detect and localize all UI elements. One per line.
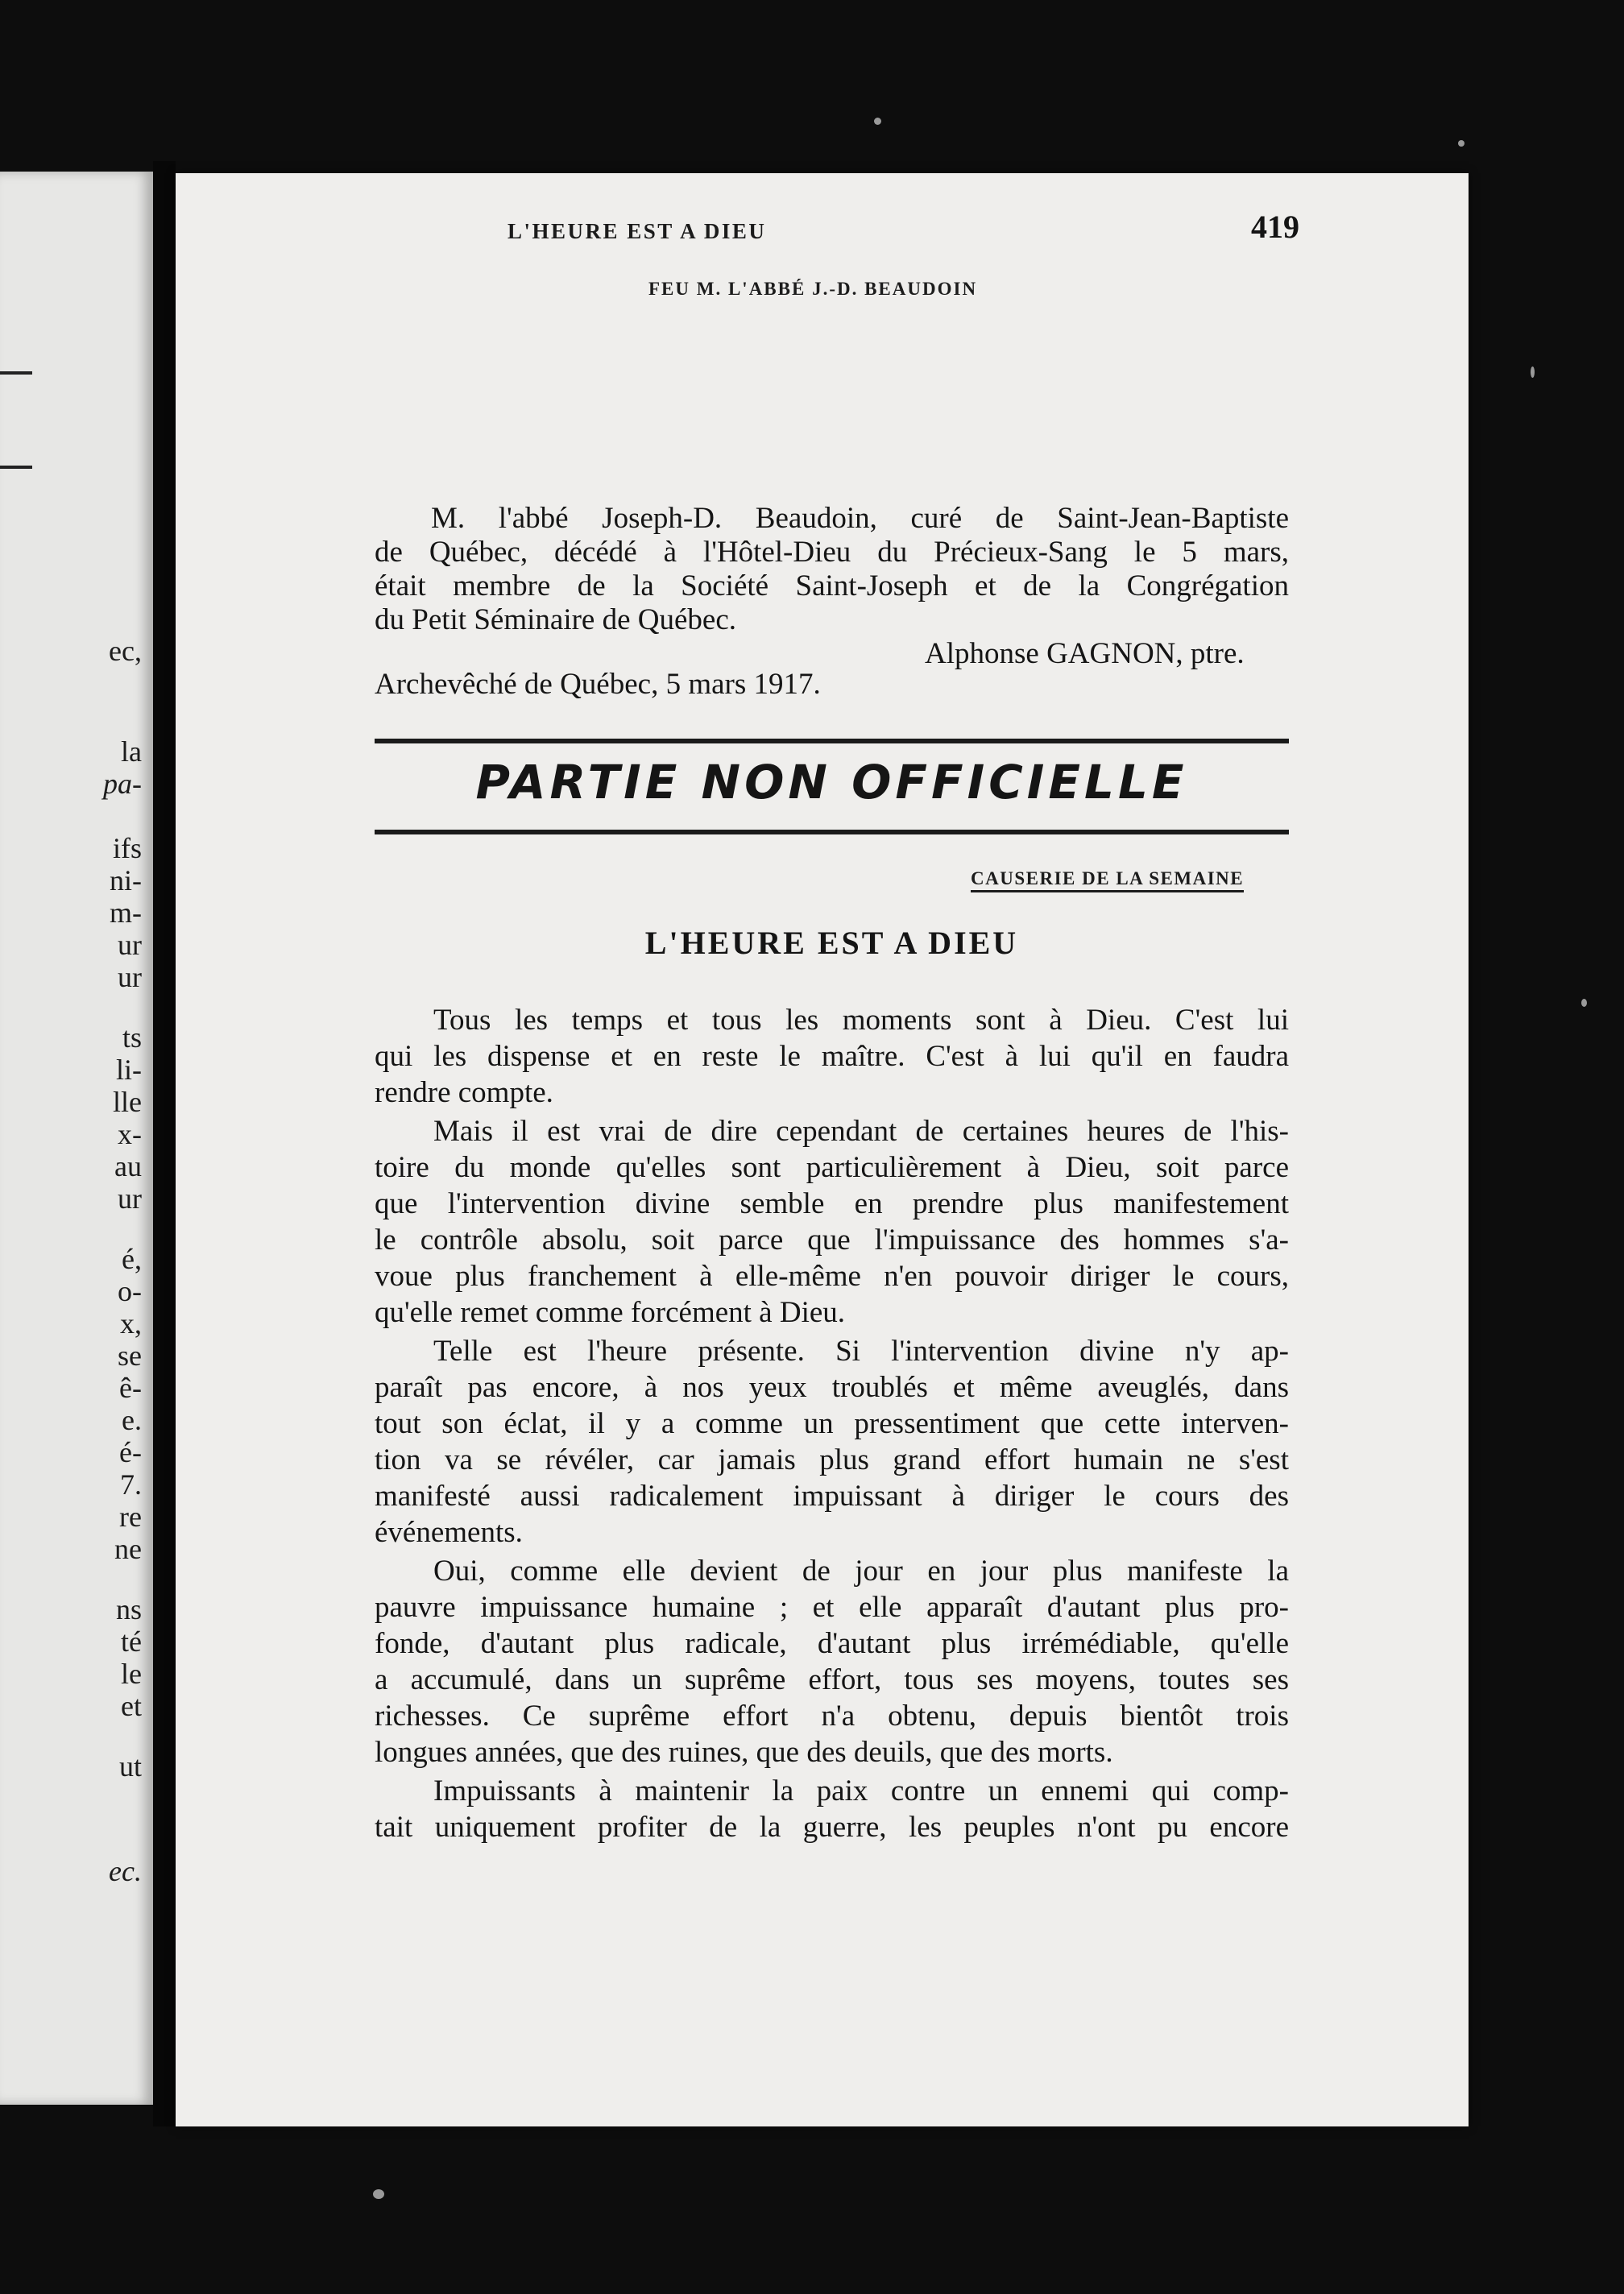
body-line: tion va se révéler, car jamais plus grand effort humain ne s'est [375, 1443, 1289, 1476]
facing-page-fragment: lle [113, 1086, 142, 1118]
book-gutter [153, 161, 176, 2126]
notice-line: M. l'abbé Joseph-D. Beaudoin, curé de Saint-Jean-Baptiste [431, 502, 1289, 535]
body-line: Tous les temps et tous les moments sont à Dieu. C'est lui [433, 1004, 1289, 1037]
facing-page-fragment: té [121, 1625, 142, 1658]
facing-page-fragment: 7. [120, 1468, 142, 1501]
facing-page-fragment: m- [110, 896, 142, 929]
facing-page-fragment: pa- [103, 768, 142, 800]
body-line: Oui, comme elle devient de jour en jour plus manifeste la [433, 1555, 1289, 1588]
facing-page-rule [0, 371, 32, 375]
body-line: tait uniquement profiter de la guerre, les peuples n'ont pu encore [375, 1811, 1289, 1844]
facing-page-fragment: et [121, 1690, 142, 1722]
facing-page-fragment: ut [118, 1750, 142, 1783]
body-line: fonde, d'autant plus radicale, d'autant plus irrémédiable, qu'elle [375, 1627, 1289, 1660]
body-line: que l'intervention divine semble en prendre plus manifestement [375, 1187, 1289, 1220]
body-line: le contrôle absolu, soit parce que l'impuissance des hommes s'a- [375, 1224, 1289, 1257]
facing-page-fragment: é, [122, 1243, 142, 1275]
film-speck [1531, 366, 1535, 378]
facing-page-fragment: ec. [109, 1855, 142, 1887]
body-line: événements. [375, 1516, 523, 1549]
facing-page-fragment: é- [119, 1436, 142, 1468]
body-line: paraît pas encore, à nos yeux troublés et même aveuglés, dans [375, 1371, 1289, 1404]
body-line: a accumulé, dans un suprême effort, tous ses moyens, toutes ses [375, 1663, 1289, 1696]
facing-page-fragment: la [121, 735, 142, 768]
notice-signature: Alphonse GAGNON, ptre. [925, 637, 1245, 670]
article-title: L'HEURE EST A DIEU [644, 925, 1019, 961]
facing-page-fragment: ts [122, 1021, 142, 1054]
body-line: Impuissants à maintenir la paix contre un ennemi qui comp- [433, 1774, 1289, 1807]
body-line: toire du monde qu'elles sont particulièrement à Dieu, soit parce [375, 1151, 1289, 1184]
running-head: L'HEURE EST A DIEU [508, 219, 767, 243]
facing-page-fragment: x, [120, 1307, 142, 1340]
facing-page-fragment: re [119, 1501, 142, 1533]
facing-page-fragment: ns [115, 1593, 142, 1625]
facing-page-fragment: ur [118, 961, 142, 993]
facing-page [0, 172, 153, 2105]
film-speck [373, 2189, 384, 2199]
notice-dateline: Archevêché de Québec, 5 mars 1917. [375, 668, 821, 701]
article-rubric: CAUSERIE DE LA SEMAINE [971, 868, 1244, 892]
body-line: richesses. Ce suprême effort n'a obtenu, depuis bientôt trois [375, 1700, 1289, 1733]
body-line: Mais il est vrai de dire cependant de certaines heures de l'his- [433, 1115, 1289, 1148]
body-line: pauvre impuissance humaine ; et elle apparaît d'autant plus pro- [375, 1591, 1289, 1624]
facing-page-fragment: au [114, 1150, 142, 1182]
film-speck [1581, 999, 1587, 1007]
body-line: qui les dispense et en reste le maître. C'est à lui qu'il en faudra [375, 1040, 1289, 1073]
notice-line: du Petit Séminaire de Québec. [375, 603, 737, 636]
section-rule-top [375, 739, 1289, 743]
page-number: 419 [1251, 209, 1299, 245]
notice-heading: FEU M. L'ABBÉ J.-D. BEAUDOIN [648, 279, 978, 299]
notice-line: était membre de la Société Saint-Joseph et de la Congrégation [375, 569, 1289, 602]
body-line: Telle est l'heure présente. Si l'intervention divine n'y ap- [433, 1335, 1289, 1368]
body-line: tout son éclat, il y a comme un pressentiment que cette interven- [375, 1407, 1289, 1440]
facing-page-fragment: ifs [113, 832, 142, 864]
facing-page-fragment: x- [118, 1118, 142, 1150]
facing-page-fragment: ur [118, 1182, 142, 1215]
body-line: qu'elle remet comme forcément à Dieu. [375, 1296, 846, 1329]
facing-page-fragment: ne [114, 1533, 142, 1565]
facing-page-fragment: le [121, 1658, 142, 1690]
facing-page-fragment: se [118, 1340, 142, 1372]
facing-page-fragment: ê- [119, 1372, 142, 1404]
facing-page-fragment: e. [122, 1404, 142, 1436]
facing-page-rule [0, 466, 32, 469]
body-line: rendre compte. [375, 1076, 553, 1109]
notice-line: de Québec, décédé à l'Hôtel-Dieu du Précieux-Sang le 5 mars, [375, 536, 1289, 569]
facing-page-fragment: li- [116, 1054, 142, 1086]
section-rule-bottom [375, 830, 1289, 834]
film-speck [874, 118, 881, 125]
body-line: longues années, que des ruines, que des deuils, que des morts. [375, 1736, 1113, 1769]
facing-page-fragment: o- [118, 1275, 142, 1307]
body-line: voue plus franchement à elle-même n'en pouvoir diriger le cours, [375, 1260, 1289, 1293]
section-title: PARTIE NON OFFICIELLE [475, 755, 1188, 810]
film-speck [1458, 140, 1464, 147]
facing-page-fragment: ec, [109, 635, 142, 667]
facing-page-fragment: ni- [110, 864, 142, 896]
facing-page-fragment: ur [118, 929, 142, 961]
body-line: manifesté aussi radicalement impuissant à diriger le cours des [375, 1480, 1289, 1513]
